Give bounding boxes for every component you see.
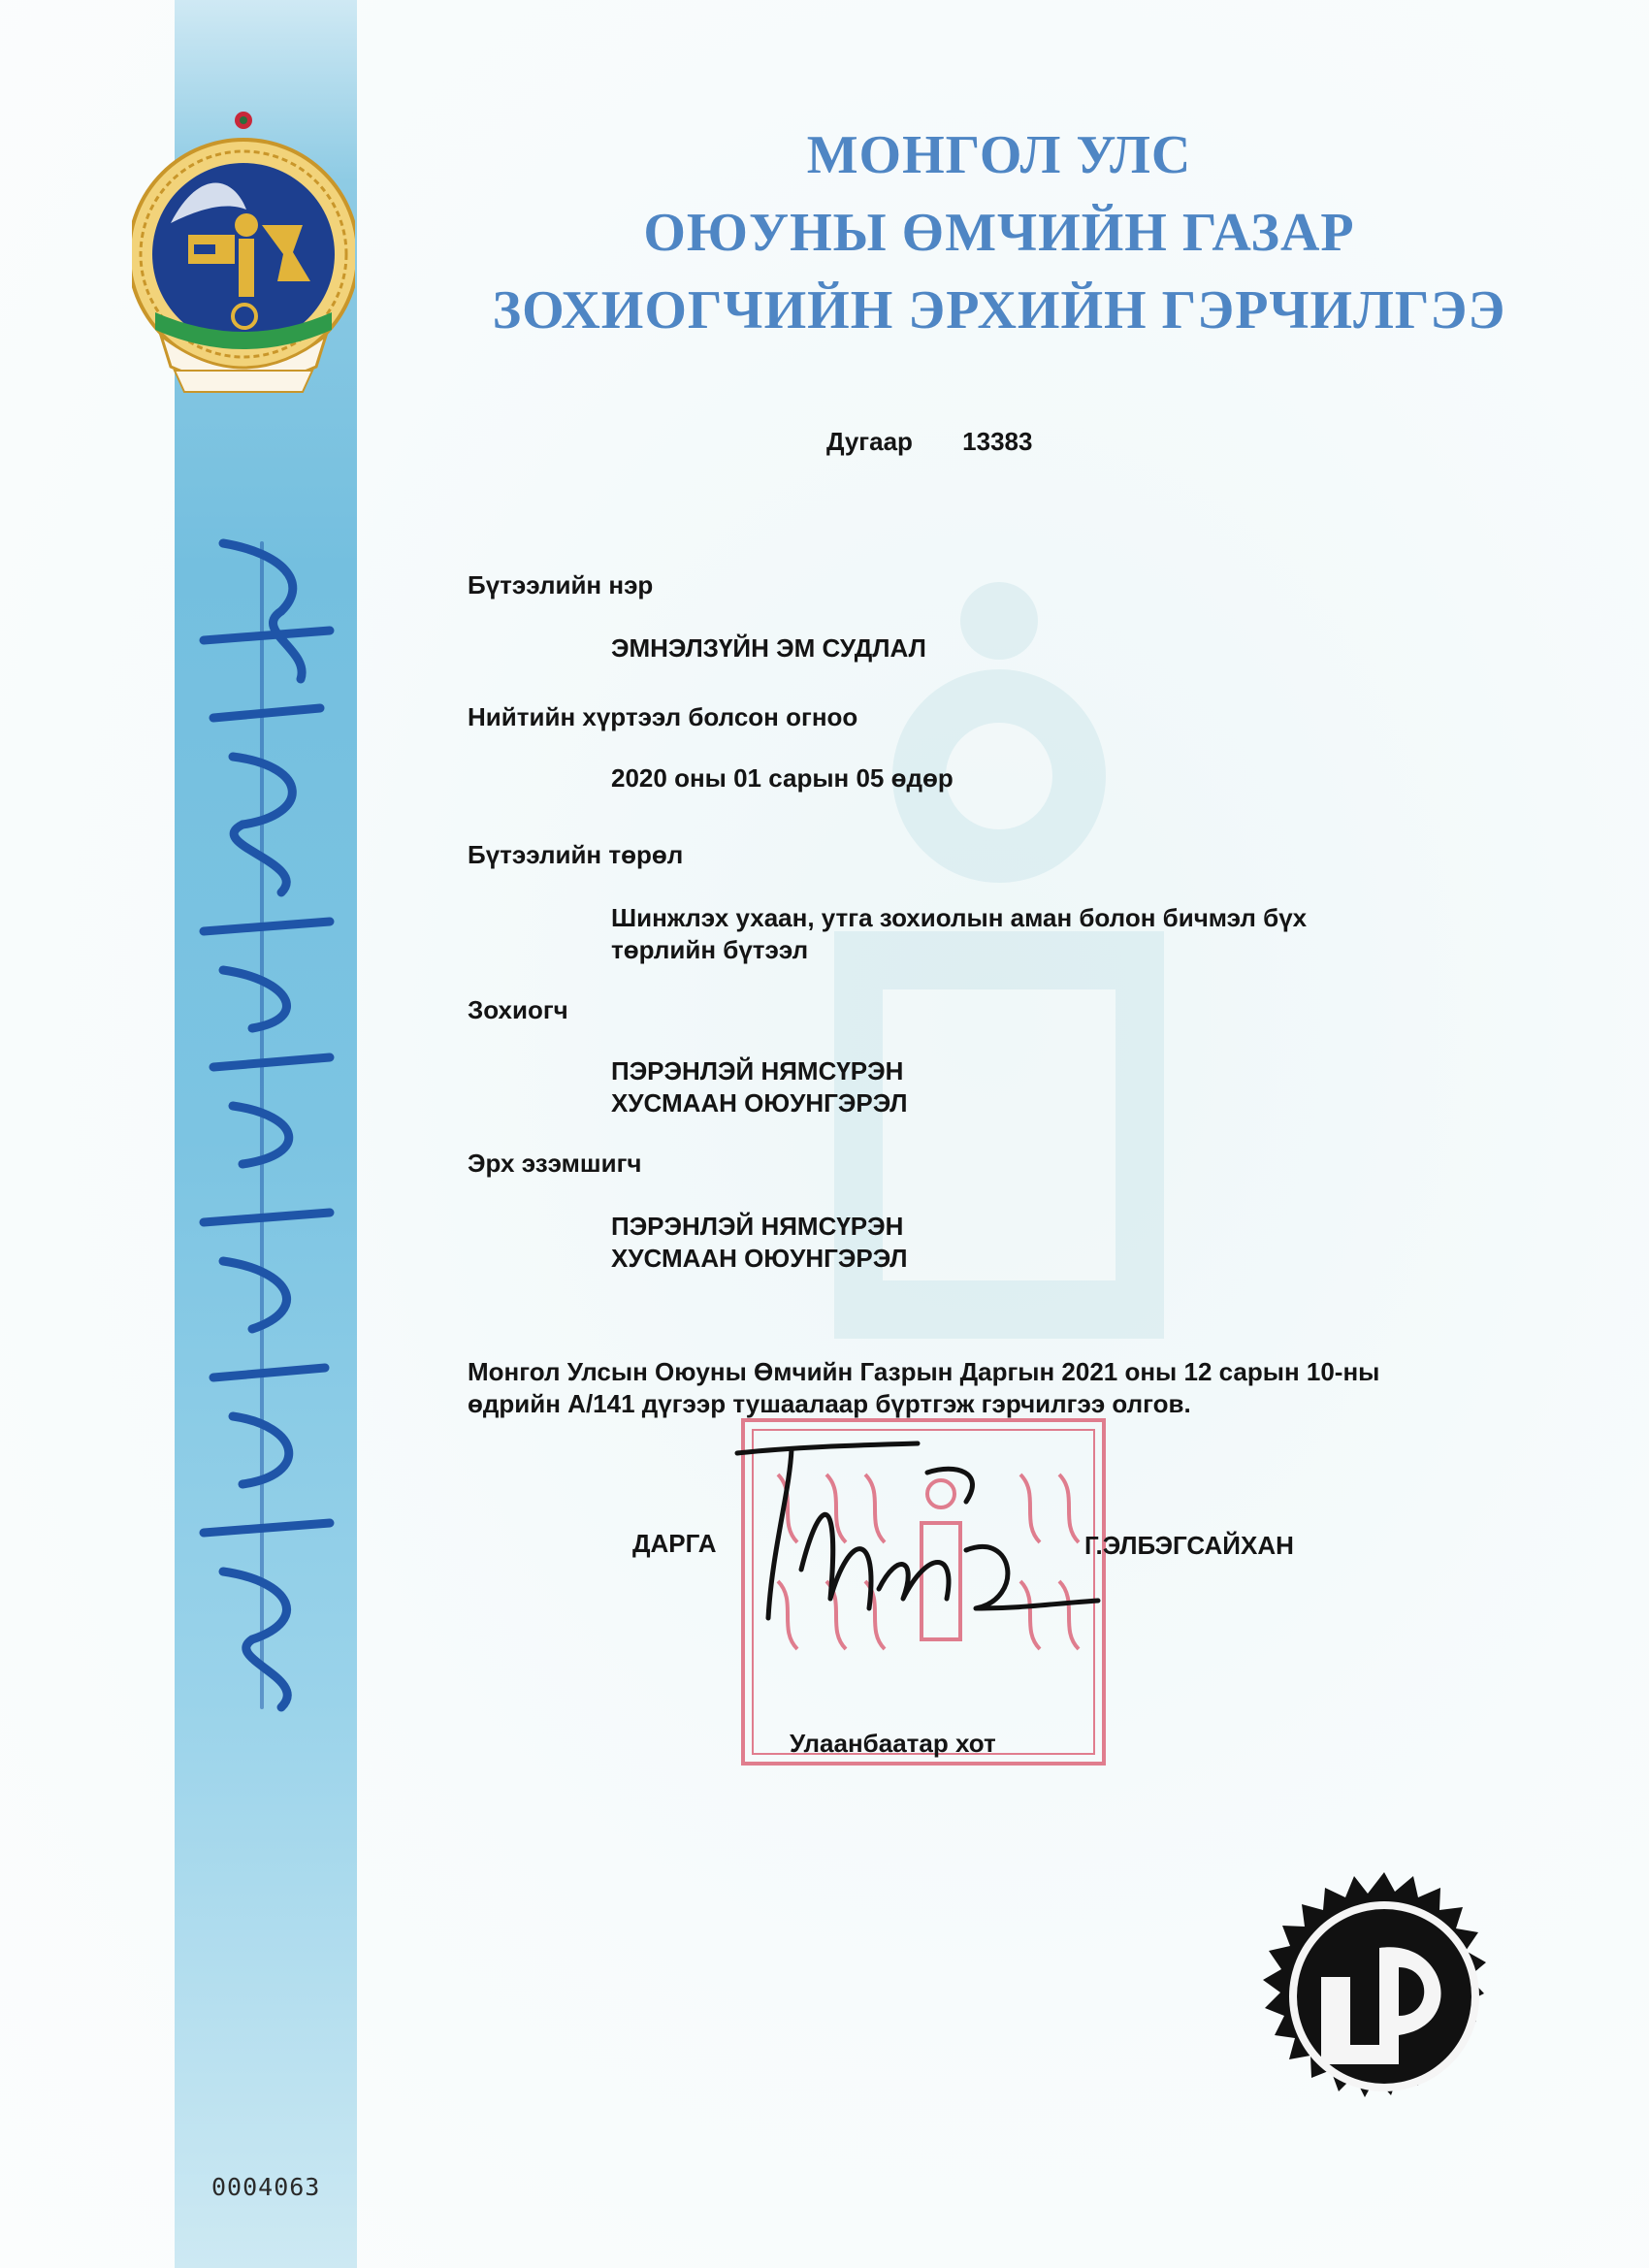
mongolian-script-decoration <box>165 524 369 1727</box>
signatory-name: Г.ЭЛБЭГСАЙХАН <box>1084 1531 1294 1560</box>
number-value: 13383 <box>962 427 1033 456</box>
issue-city: Улаанбаатар хот <box>790 1729 996 1758</box>
publication-date-label: Нийтийн хүртээл болсон огноо <box>468 702 858 731</box>
right-holder-label: Эрх эзэмшигч <box>468 1149 642 1178</box>
title-line-certificate: ЗОХИОГЧИЙН ЭРХИЙН ГЭРЧИЛГЭЭ <box>492 280 1506 340</box>
state-emblem-icon <box>132 109 355 419</box>
right-holder-value <box>611 1211 907 1275</box>
author-name: ПЭРЭНЛЭЙ НЯМСҮРЭН <box>611 1056 904 1085</box>
signatory-title: ДАРГА <box>632 1529 717 1558</box>
author-value <box>611 1055 907 1119</box>
work-type-line: Шинжлэх ухаан, утга зохиолын аман болон бичмэл бүх <box>611 903 1308 932</box>
publication-date-value: 2020 оны 01 сарын 05 өдөр <box>611 763 954 793</box>
work-type-value <box>611 902 1307 966</box>
author-name: ХУСМААН ОЮУНГЭРЭЛ <box>611 1088 908 1118</box>
certificate-number <box>826 427 1032 457</box>
work-type-line: төрлийн бүтээл <box>611 935 809 964</box>
right-holder-name: ХУСМААН ОЮУНГЭРЭЛ <box>611 1244 908 1273</box>
work-name-value: ЭМНЭЛЗҮЙН ЭМ СУДЛАЛ <box>611 633 926 663</box>
registration-statement <box>468 1356 1515 1420</box>
statement-line: Монгол Улсын Оюуны Өмчийн Газрын Даргын 2021 оны 12 сарын 10-ны <box>468 1357 1380 1386</box>
signature <box>733 1434 1102 1657</box>
work-name-label: Бүтээлийн нэр <box>468 570 654 599</box>
number-label: Дугаар <box>826 427 913 456</box>
right-holder-name: ПЭРЭНЛЭЙ НЯМСҮРЭН <box>611 1212 904 1241</box>
title-line-agency: ОЮУНЫ ӨМЧИЙН ГАЗАР <box>643 203 1355 263</box>
title-line-country: МОНГОЛ УЛС <box>806 125 1192 185</box>
statement-line: өдрийн А/141 дүгээр тушаалаар бүртгэж гэрчилгээ олгов. <box>468 1389 1191 1418</box>
serial-number: 0004063 <box>211 2173 321 2201</box>
certificate-title <box>369 116 1630 349</box>
work-type-label: Бүтээлийн төрөл <box>468 840 684 869</box>
author-label: Зохиогч <box>468 995 568 1024</box>
ip-seal-icon <box>1253 1870 1515 2132</box>
